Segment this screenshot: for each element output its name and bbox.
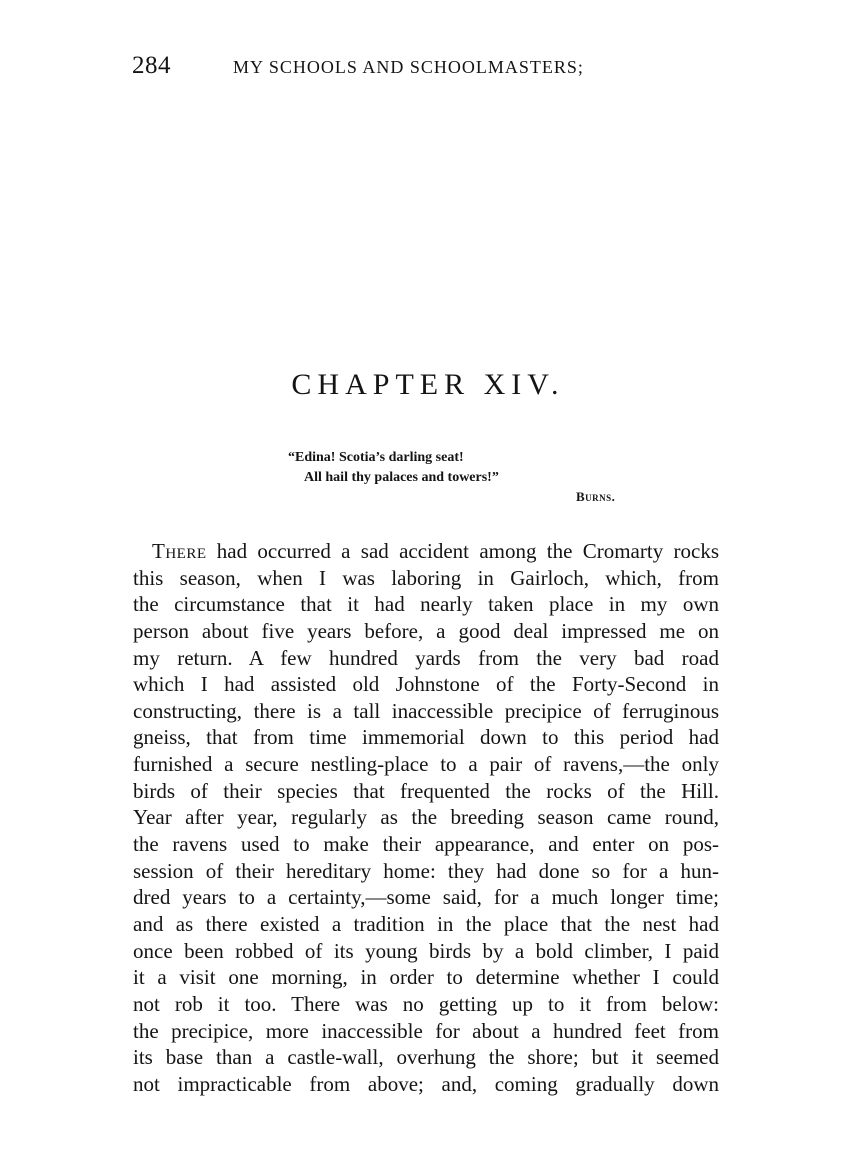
body-line: which I had assisted old Johnstone of the Forty-Second in — [133, 672, 719, 697]
body-line: dred years to a certainty,—some said, for a much longer time; — [133, 885, 719, 910]
body-line: its base than a castle-wall, overhung the shore; but it seemed — [133, 1045, 719, 1070]
body-line — [133, 538, 719, 565]
epigraph-attribution: Burns. — [576, 489, 616, 504]
body-line: not rob it too. There was no getting up to it from below: — [133, 991, 719, 1016]
body-line: the ravens used to make their appearance, and enter on pos- — [133, 832, 719, 857]
body-line: birds of their species that frequented the rocks of the Hill. — [133, 778, 719, 803]
body-line: person about five years before, a good deal impressed me on — [133, 618, 719, 643]
running-head: MY SCHOOLS AND SCHOOLMASTERS; — [233, 57, 584, 77]
body-line: Year after year, regularly as the breeding season came round, — [133, 805, 719, 830]
opening-word: There — [152, 539, 207, 563]
first-line-text: had occurred a sad accident among the Cromarty rocks — [206, 539, 719, 563]
epigraph — [288, 448, 499, 488]
body-line: constructing, there is a tall inaccessible precipice of ferruginous — [133, 698, 719, 723]
body-line: furnished a secure nestling-place to a pair of ravens,—the only — [133, 752, 719, 777]
body-line: once been robbed of its young birds by a bold climber, I paid — [133, 938, 719, 963]
page-number: 284 — [132, 52, 171, 79]
body-line: this season, when I was laboring in Gairloch, which, from — [133, 565, 719, 590]
chapter-title: CHAPTER XIV. — [291, 368, 565, 401]
epigraph-line: All hail thy palaces and towers!” — [304, 470, 499, 485]
epigraph-line: “Edina! Scotia’s darling seat! — [288, 450, 464, 465]
body-line: the circumstance that it had nearly taken place in my own — [133, 592, 719, 617]
body-line: gneiss, that from time immemorial down to this period had — [133, 725, 719, 750]
body-line: it a visit one morning, in order to determine whether I could — [133, 965, 719, 990]
body-line: and as there existed a tradition in the place that the nest had — [133, 911, 719, 936]
body-paragraph — [133, 538, 719, 1097]
body-line: not impracticable from above; and, coming gradually down — [133, 1071, 719, 1096]
body-line: my return. A few hundred yards from the very bad road — [133, 645, 719, 670]
body-line: session of their hereditary home: they had done so for a hun- — [133, 858, 719, 883]
body-line: the precipice, more inaccessible for about a hundred feet from — [133, 1018, 719, 1043]
